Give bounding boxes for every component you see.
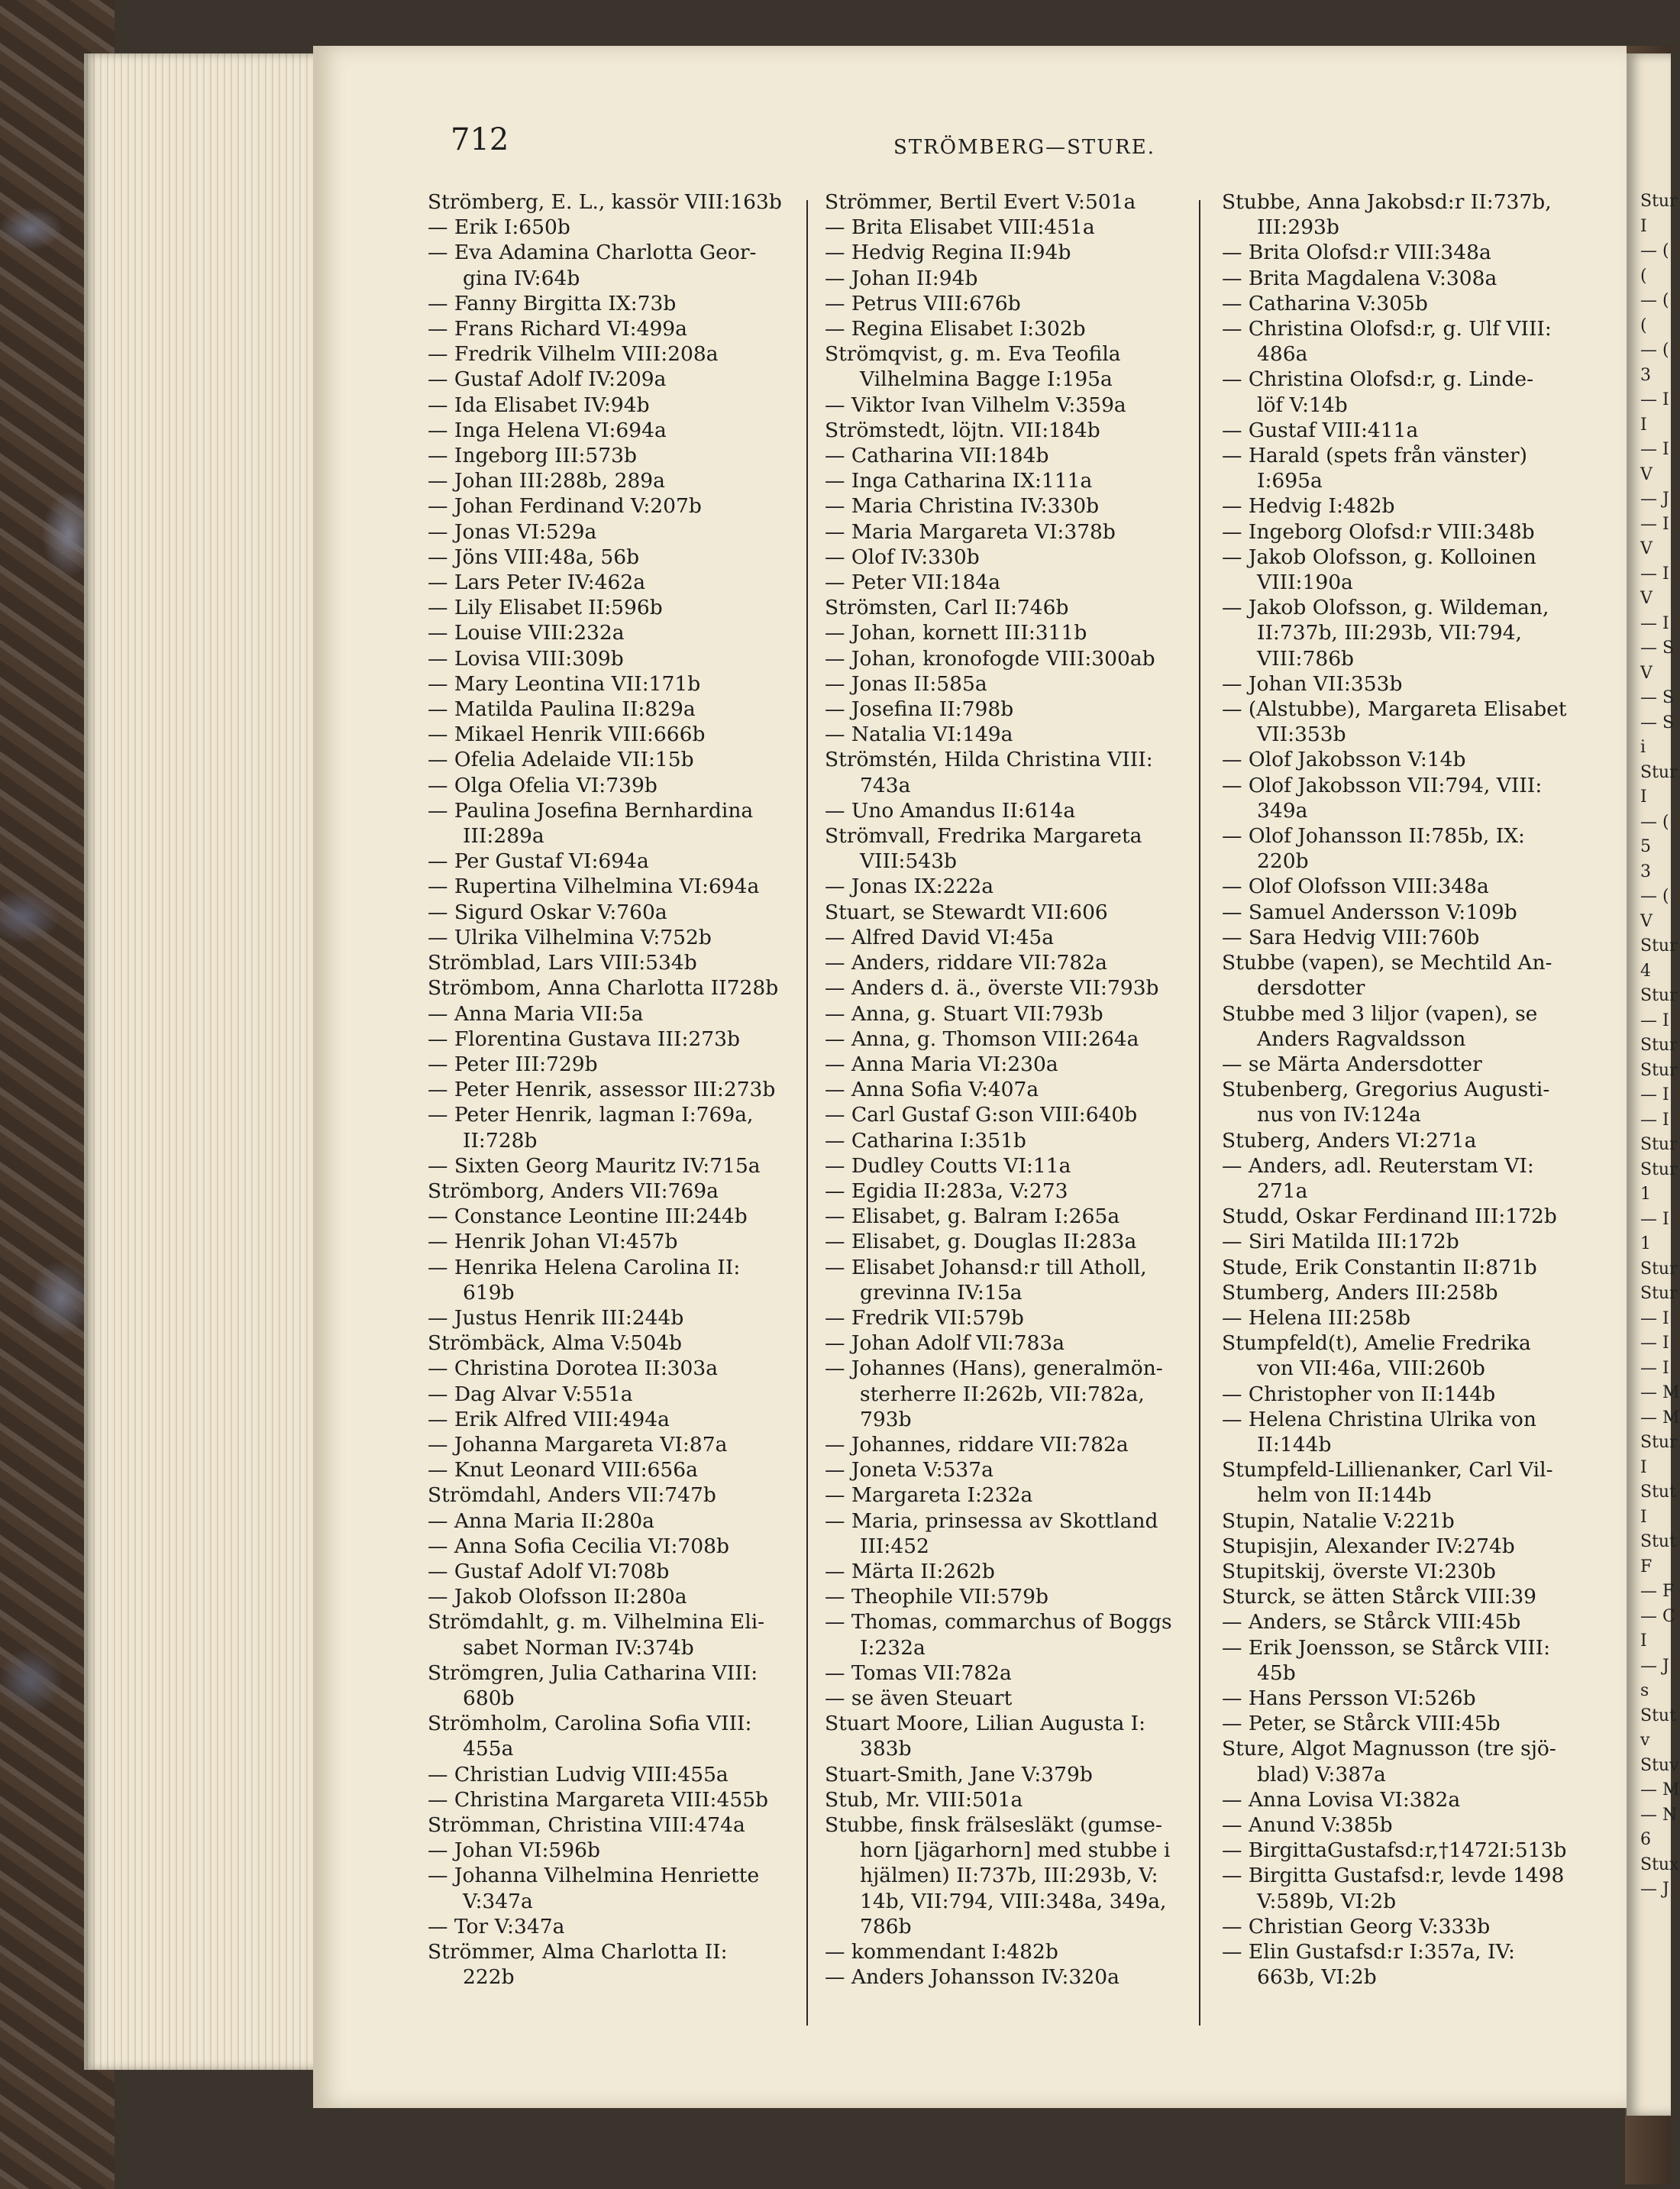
index-entry-line: — Ingeborg III:573b xyxy=(428,444,637,468)
index-entry-line: — Harald (spets från vänster) xyxy=(1222,444,1527,468)
facing-page-fragment: ( xyxy=(1640,315,1647,335)
index-entry-line: — Gustaf Adolf IV:209a xyxy=(428,367,667,392)
facing-page-fragment: — C xyxy=(1640,1606,1675,1626)
facing-page-fragment: Stur xyxy=(1640,1060,1678,1080)
facing-page-fragment: — I xyxy=(1640,514,1669,534)
index-entry-line: V:347a xyxy=(463,1889,533,1913)
index-entry-line: — Brita Olofsd:r VIII:348a xyxy=(1222,241,1491,265)
facing-page-fragment: Stur xyxy=(1640,986,1678,1005)
index-entry-line: VIII:190a xyxy=(1257,571,1353,595)
index-entry-line: Strömdahl, Anders VII:747b xyxy=(428,1483,716,1508)
index-entry-line: — Inga Catharina IX:111a xyxy=(825,469,1093,493)
index-entry-line: Strömsten, Carl II:746b xyxy=(825,596,1069,620)
index-entry-line: — Brita Magdalena V:308a xyxy=(1222,266,1497,290)
index-entry-line: — Christopher von II:144b xyxy=(1222,1382,1496,1406)
index-entry-line: — Anna Lovisa VI:382a xyxy=(1222,1787,1461,1812)
index-entry-line: Stubenberg, Gregorius Augusti- xyxy=(1222,1078,1550,1102)
index-entry-line: — se även Steuart xyxy=(825,1686,1013,1710)
index-entry-line: Strömholm, Carolina Sofia VIII: xyxy=(428,1712,752,1736)
index-entry-line: Strömmer, Bertil Evert V:501a xyxy=(825,190,1136,214)
index-entry-line: — Christina Margareta VIII:455b xyxy=(428,1787,769,1812)
index-entry-line: — Gustaf VIII:411a xyxy=(1222,418,1419,442)
facing-page-fragment: v xyxy=(1640,1731,1650,1750)
index-entry-line: — Josefina II:798b xyxy=(825,697,1014,722)
index-entry-line: Stub, Mr. VIII:501a xyxy=(825,1787,1023,1812)
index-entry-line: — Olof Jakobsson V:14b xyxy=(1222,748,1466,772)
facing-page-fragment: Stuv xyxy=(1640,1755,1679,1775)
index-entry-line: Strömvall, Fredrika Margareta xyxy=(825,824,1142,849)
index-entry-line: — Jakob Olofsson, g. Wildeman, xyxy=(1222,596,1549,620)
facing-page-fragment: 1 xyxy=(1640,1234,1651,1253)
index-entry-line: — Olof Johansson II:785b, IX: xyxy=(1222,824,1525,849)
index-entry-line: — Peter Henrik, assessor III:273b xyxy=(428,1078,776,1102)
index-entry-line: Strömbom, Anna Charlotta II728b xyxy=(428,976,779,1001)
index-entry-line: — Maria Margareta VI:378b xyxy=(825,519,1116,544)
facing-page-fragment: — M xyxy=(1640,1780,1680,1799)
index-entry-line: — Lars Peter IV:462a xyxy=(428,571,646,595)
index-entry-line: — Fredrik Vilhelm VIII:208a xyxy=(428,342,719,367)
facing-page-fragment: — S xyxy=(1640,688,1675,707)
index-entry-line: — Johan Ferdinand V:207b xyxy=(428,494,702,519)
index-entry-line: 619b xyxy=(463,1280,515,1305)
facing-page-fragment: — I xyxy=(1640,613,1669,633)
index-entry-line: löf V:14b xyxy=(1257,393,1348,417)
facing-page-fragment: I xyxy=(1640,216,1647,236)
index-entry-line: sterherre II:262b, VII:782a, xyxy=(860,1382,1145,1406)
facing-page-fragment: 3 xyxy=(1640,862,1651,881)
index-entry-line: — Matilda Paulina II:829a xyxy=(428,697,696,722)
index-entry-line: — Anna Sofia Cecilia VI:708b xyxy=(428,1534,729,1558)
index-entry-line: Strömqvist, g. m. Eva Teofila xyxy=(825,342,1121,367)
index-entry-line: — Thomas, commarchus of Boggs xyxy=(825,1610,1172,1634)
index-entry-line: Stubbe, finsk frälsesläkt (gumse- xyxy=(825,1813,1162,1837)
facing-page-fragment: Stur xyxy=(1640,762,1678,782)
index-entry-line: — Helena Christina Ulrika von xyxy=(1222,1407,1536,1431)
facing-page-fragment: — I xyxy=(1640,1085,1669,1104)
facing-page-fragment: — ( xyxy=(1640,341,1669,360)
index-entry-line: 383b xyxy=(860,1737,912,1761)
index-entry-line: — Christian Georg V:333b xyxy=(1222,1914,1491,1938)
index-entry-line: — Alfred David VI:45a xyxy=(825,925,1055,949)
index-entry-line: — Johanna Vilhelmina Henriette xyxy=(428,1864,760,1888)
facing-page-fragment: 3 xyxy=(1640,365,1651,385)
index-entry-line: 14b, VII:794, VIII:348a, 349a, xyxy=(860,1889,1167,1913)
index-entry-line: — Ida Elisabet IV:94b xyxy=(428,393,650,417)
index-entry-line: Strömman, Christina VIII:474a xyxy=(428,1813,745,1837)
index-entry-line: — Uno Amandus II:614a xyxy=(825,798,1076,823)
index-entry-line: — Justus Henrik III:244b xyxy=(428,1305,684,1330)
index-entry-line: — Olga Ofelia VI:739b xyxy=(428,773,657,797)
index-entry-line: — Anders Johansson IV:320a xyxy=(825,1965,1119,1990)
index-entry-line: — Henrika Helena Carolina II: xyxy=(428,1255,741,1279)
index-entry-line: — Lovisa VIII:309b xyxy=(428,646,624,671)
index-entry-line: — Viktor Ivan Vilhelm V:359a xyxy=(825,393,1126,417)
index-entry-line: — Elin Gustafsd:r I:357a, IV: xyxy=(1222,1940,1515,1964)
index-entry-line: — Johannes (Hans), generalmön- xyxy=(825,1356,1163,1381)
index-entry-line: — Johan Adolf VII:783a xyxy=(825,1331,1065,1356)
facing-page-fragment: V xyxy=(1640,464,1653,484)
facing-page-fragment: — J xyxy=(1640,1656,1669,1676)
index-entry-line: Stuberg, Anders VI:271a xyxy=(1222,1128,1477,1153)
index-entry-line: Stumpfeld(t), Amelie Fredrika xyxy=(1222,1331,1531,1356)
index-entry-line: — Per Gustaf VI:694a xyxy=(428,849,649,874)
index-entry-line: — Louise VIII:232a xyxy=(428,621,625,645)
index-entry-line: — kommendant I:482b xyxy=(825,1940,1058,1964)
facing-page-fragment: Stur xyxy=(1640,1036,1678,1055)
index-entry-line: gina IV:64b xyxy=(463,266,580,290)
facing-page-fragment: Stur xyxy=(1640,1159,1678,1179)
index-entry-line: grevinna IV:15a xyxy=(860,1280,1023,1305)
facing-page-fragment: — M xyxy=(1640,1383,1680,1402)
index-entry-line: Strömstén, Hilda Christina VIII: xyxy=(825,748,1153,772)
index-entry-line: — Olof IV:330b xyxy=(825,545,980,569)
index-entry-line: — Natalia VI:149a xyxy=(825,723,1013,747)
facing-page-fragment: I xyxy=(1640,415,1647,435)
facing-page-fragment: 4 xyxy=(1640,961,1651,981)
facing-page-fragment: — I xyxy=(1640,1209,1669,1229)
index-entry-line: 220b xyxy=(1257,849,1309,874)
facing-page-fragment: Stur xyxy=(1640,1284,1678,1303)
index-entry-line: — Frans Richard VI:499a xyxy=(428,317,687,341)
index-entry-line: VII:353b xyxy=(1257,723,1346,747)
index-entry-line: — Christina Dorotea II:303a xyxy=(428,1356,719,1381)
index-entry-line: — Anna Maria VII:5a xyxy=(428,1001,644,1026)
running-head: STRÖMBERG—STURE. xyxy=(893,136,1155,159)
index-entry-line: 455a xyxy=(463,1737,514,1761)
index-entry-line: III:289a xyxy=(463,824,544,849)
index-entry-line: 45b xyxy=(1257,1660,1296,1685)
index-entry-line: II:737b, III:293b, VII:794, xyxy=(1257,621,1522,645)
index-entry-line: — Knut Leonard VIII:656a xyxy=(428,1458,698,1483)
index-entry-line: Stubbe, Anna Jakobsd:r II:737b, xyxy=(1222,190,1552,214)
index-entry-line: — Dag Alvar V:551a xyxy=(428,1382,633,1406)
index-entry-line: Strömmer, Alma Charlotta II: xyxy=(428,1940,728,1964)
index-entry-line: 486a xyxy=(1257,342,1308,367)
facing-page-fragment: V xyxy=(1640,911,1653,931)
index-entry-line: blad) V:387a xyxy=(1257,1762,1386,1786)
index-entry-line: Stumpfeld-Lillienanker, Carl Vil- xyxy=(1222,1458,1553,1483)
index-entry-line: — se Märta Andersdotter xyxy=(1222,1052,1482,1076)
index-entry-line: — Anna Maria II:280a xyxy=(428,1508,654,1533)
index-entry-line: 793b xyxy=(860,1407,912,1431)
facing-page-fragment: ( xyxy=(1640,266,1647,286)
index-entry-line: — Anna, g. Thomson VIII:264a xyxy=(825,1027,1139,1051)
index-entry-line: — Christina Olofsd:r, g. Linde- xyxy=(1222,367,1534,392)
facing-page-fragment: — ( xyxy=(1640,241,1669,260)
index-entry-line: — Helena III:258b xyxy=(1222,1305,1411,1330)
facing-page-fragment: — F xyxy=(1640,1582,1675,1601)
index-entry-line: — Theophile VII:579b xyxy=(825,1585,1048,1609)
index-entry-line: I:695a xyxy=(1257,469,1323,493)
facing-page-fragment: s xyxy=(1640,1681,1649,1700)
index-entry-line: Stude, Erik Constantin II:871b xyxy=(1222,1255,1537,1279)
index-entry-line: — Johan, kronofogde VIII:300ab xyxy=(825,646,1155,671)
index-entry-line: — Anders, riddare VII:782a xyxy=(825,951,1107,975)
facing-page-fragment: — ( xyxy=(1640,812,1669,832)
index-entry-line: — Johan VI:596b xyxy=(428,1838,600,1863)
column-rule xyxy=(806,200,808,2026)
index-entry-line: sabet Norman IV:374b xyxy=(463,1635,694,1660)
index-entry-line: Strömdahlt, g. m. Vilhelmina Eli- xyxy=(428,1610,765,1634)
index-entry-line: Stubbe (vapen), se Mechtild An- xyxy=(1222,951,1552,975)
index-entry-line: Stuart-Smith, Jane V:379b xyxy=(825,1762,1093,1786)
facing-page-fragment: Stur xyxy=(1640,936,1678,955)
index-entry-line: — Catharina VII:184b xyxy=(825,444,1049,468)
index-entry-line: — Johannes, riddare VII:782a xyxy=(825,1432,1129,1457)
index-entry-line: — Catharina V:305b xyxy=(1222,291,1428,315)
index-entry-line: Sture, Algot Magnusson (tre sjö- xyxy=(1222,1737,1556,1761)
index-entry-line: — Samuel Andersson V:109b xyxy=(1222,900,1517,924)
index-entry-line: von VII:46a, VIII:260b xyxy=(1257,1356,1485,1381)
facing-page-fragment: I xyxy=(1640,787,1647,807)
index-entry-line: — Erik Alfred VIII:494a xyxy=(428,1407,670,1431)
index-entry-line: nus von IV:124a xyxy=(1257,1103,1421,1127)
facing-page-fragment: Stut xyxy=(1640,1706,1676,1725)
index-entry-line: Stupisjin, Alexander IV:274b xyxy=(1222,1534,1515,1558)
index-entry-line: — Hedvig I:482b xyxy=(1222,494,1395,519)
index-entry-line: — Jonas II:585a xyxy=(825,671,987,696)
facing-page-fragment: Stut xyxy=(1640,1532,1676,1551)
index-entry-line: — Lily Elisabet II:596b xyxy=(428,596,663,620)
index-entry-line: — Tor V:347a xyxy=(428,1914,565,1938)
index-entry-line: — Elisabet, g. Douglas II:283a xyxy=(825,1230,1137,1254)
index-entry-line: II:144b xyxy=(1257,1432,1332,1457)
index-entry-line: Strömblad, Lars VIII:534b xyxy=(428,951,697,975)
index-entry-line: 786b xyxy=(860,1914,912,1938)
index-entry-line: — Birgitta Gustafsd:r, levde 1498 xyxy=(1222,1864,1565,1888)
facing-page-fragment: — I xyxy=(1640,1110,1669,1130)
index-entry-line: horn [jägarhorn] med stubbe i xyxy=(860,1838,1171,1863)
index-entry-line: — Christina Olofsd:r, g. Ulf VIII: xyxy=(1222,317,1552,341)
index-entry-line: V:589b, VI:2b xyxy=(1257,1889,1397,1913)
index-entry-line: — Constance Leontine III:244b xyxy=(428,1204,748,1229)
index-entry-line: — Johan II:94b xyxy=(825,266,978,290)
index-entry-line: — Elisabet, g. Balram I:265a xyxy=(825,1204,1120,1229)
facing-page-fragment: Stur xyxy=(1640,1259,1678,1279)
facing-page-fragment: — S xyxy=(1640,639,1675,658)
index-entry-line: — Hedvig Regina II:94b xyxy=(825,241,1071,265)
index-entry-line: — Peter Henrik, lagman I:769a, xyxy=(428,1103,754,1127)
index-entry-line: III:293b xyxy=(1257,215,1339,240)
facing-page-fragment: V xyxy=(1640,663,1653,683)
facing-page-fragment: V xyxy=(1640,589,1653,608)
index-entry-line: 222b xyxy=(463,1965,515,1990)
index-entry-line: — Jonas IX:222a xyxy=(825,875,994,899)
facing-page-fragment: Stur xyxy=(1640,1433,1678,1452)
index-entry-line: 680b xyxy=(463,1686,515,1710)
index-entry-line: — Sigurd Oskar V:760a xyxy=(428,900,667,924)
index-entry-line: — Hans Persson VI:526b xyxy=(1222,1686,1476,1710)
facing-page-fragment: — I xyxy=(1640,1358,1669,1378)
facing-page-fragment: I xyxy=(1640,1507,1647,1527)
index-entry-line: helm von II:144b xyxy=(1257,1483,1432,1508)
facing-page-fragment: — I xyxy=(1640,1010,1669,1030)
index-entry-line: Anders Ragvaldsson xyxy=(1257,1027,1466,1051)
index-entry-line: — Dudley Coutts VI:11a xyxy=(825,1153,1071,1178)
index-entry-line: — Paulina Josefina Bernhardina xyxy=(428,798,754,823)
facing-page-fragment: — N xyxy=(1640,1805,1678,1825)
index-entry-line: hjälmen) II:737b, III:293b, V: xyxy=(860,1864,1158,1888)
column-rule xyxy=(1199,200,1200,2026)
index-entry-line: — Jakob Olofsson II:280a xyxy=(428,1585,687,1609)
facing-page-fragment: — ( xyxy=(1640,887,1669,906)
index-entry-line: Stupin, Natalie V:221b xyxy=(1222,1508,1455,1533)
index-entry-line: — Anna Maria VI:230a xyxy=(825,1052,1058,1076)
index-entry-line: — Mikael Henrik VIII:666b xyxy=(428,723,706,747)
index-entry-line: Strömberg, E. L., kassör VIII:163b xyxy=(428,190,782,214)
index-entry-line: — Ulrika Vilhelmina V:752b xyxy=(428,925,712,949)
facing-page-fragment: V xyxy=(1640,539,1653,558)
index-entry-line: 271a xyxy=(1257,1179,1308,1203)
index-entry-line: — Olof Olofsson VIII:348a xyxy=(1222,875,1489,899)
index-entry-line: — Anders d. ä., överste VII:793b xyxy=(825,976,1159,1001)
index-entry-line: — Olof Jakobsson VII:794, VIII: xyxy=(1222,773,1543,797)
index-entry-line: III:452 xyxy=(860,1534,929,1558)
facing-page-fragment: Stut xyxy=(1640,1483,1676,1502)
index-entry-line: — Maria, prinsessa av Skottland xyxy=(825,1508,1158,1533)
index-entry-line: — Carl Gustaf G:son VIII:640b xyxy=(825,1103,1138,1127)
facing-page-fragment: — M xyxy=(1640,1408,1680,1428)
facing-page-fragment: — ( xyxy=(1640,291,1669,310)
facing-page-fragment: — I xyxy=(1640,564,1669,584)
index-entry-line: Strömstedt, löjtn. VII:184b xyxy=(825,418,1100,442)
index-entry-line: — Anders, se Stårck VIII:45b xyxy=(1222,1610,1521,1634)
facing-page-fragment: Stux xyxy=(1640,1854,1679,1874)
index-entry-line: — (Alstubbe), Margareta Elisabet xyxy=(1222,697,1567,722)
index-entry-line: — Petrus VIII:676b xyxy=(825,291,1021,315)
index-entry-line: — Anna Sofia V:407a xyxy=(825,1078,1039,1102)
index-entry-line: — Henrik Johan VI:457b xyxy=(428,1230,678,1254)
index-column-3 xyxy=(1222,189,1592,1990)
index-entry-line: — Elisabet Johansd:r till Atholl, xyxy=(825,1255,1147,1279)
index-entry-line: — Peter, se Stårck VIII:45b xyxy=(1222,1712,1501,1736)
index-entry-line: — Jakob Olofsson, g. Kolloinen xyxy=(1222,545,1536,569)
page-edges xyxy=(84,53,321,2070)
index-column-2 xyxy=(825,189,1207,1990)
facing-page-fragment: — I xyxy=(1640,1334,1669,1353)
index-entry-line: — BirgittaGustafsd:r,†1472I:513b xyxy=(1222,1838,1567,1863)
index-entry-line: — Erik I:650b xyxy=(428,215,570,240)
facing-page-fragment: — I xyxy=(1640,440,1669,459)
index-entry-line: I:232a xyxy=(860,1635,926,1660)
index-entry-line: — Anund V:385b xyxy=(1222,1813,1393,1837)
index-entry-line: — Florentina Gustava III:273b xyxy=(428,1027,740,1051)
index-entry-line: Stuart Moore, Lilian Augusta I: xyxy=(825,1712,1146,1736)
index-entry-line: — Fanny Birgitta IX:73b xyxy=(428,291,677,315)
index-entry-line: Strömgren, Julia Catharina VIII: xyxy=(428,1660,758,1685)
index-entry-line: — Rupertina Vilhelmina VI:694a xyxy=(428,875,760,899)
index-entry-line: — Jöns VIII:48a, 56b xyxy=(428,545,640,569)
facing-page-edge xyxy=(1627,53,1680,2116)
index-entry-line: — Sixten Georg Mauritz IV:715a xyxy=(428,1153,761,1178)
index-entry-line: — Regina Elisabet I:302b xyxy=(825,317,1086,341)
facing-page-fragment: 1 xyxy=(1640,1185,1651,1204)
index-entry-line: Strömbäck, Alma V:504b xyxy=(428,1331,682,1356)
facing-page-fragment: F xyxy=(1640,1557,1653,1576)
facing-page-fragment: 6 xyxy=(1640,1830,1651,1849)
index-entry-line: — Eva Adamina Charlotta Geor- xyxy=(428,241,757,265)
index-entry-line: — Peter III:729b xyxy=(428,1052,598,1076)
index-entry-line: — Anders, adl. Reuterstam VI: xyxy=(1222,1153,1534,1178)
index-entry-line: — Peter VII:184a xyxy=(825,571,1001,595)
index-entry-line: VIII:543b xyxy=(860,849,958,874)
index-entry-line: — Johan VII:353b xyxy=(1222,671,1403,696)
index-entry-line: — Egidia II:283a, V:273 xyxy=(825,1179,1068,1203)
facing-page-fragment: — J xyxy=(1640,1880,1669,1899)
index-entry-line: — Märta II:262b xyxy=(825,1559,995,1583)
facing-page-fragment: — J xyxy=(1640,490,1669,509)
index-entry-line: — Fredrik VII:579b xyxy=(825,1305,1024,1330)
index-entry-line: II:728b xyxy=(463,1128,538,1153)
index-entry-line: 349a xyxy=(1257,798,1308,823)
facing-page-fragment: Stur xyxy=(1640,1135,1678,1154)
index-entry-line: — Sara Hedvig VIII:760b xyxy=(1222,925,1480,949)
index-entry-line: Sturck, se ätten Stårck VIII:39 xyxy=(1222,1585,1537,1609)
index-entry-line: — Ingeborg Olofsd:r VIII:348b xyxy=(1222,519,1535,544)
index-entry-line: — Brita Elisabet VIII:451a xyxy=(825,215,1095,240)
index-entry-line: — Joneta V:537a xyxy=(825,1458,993,1483)
facing-page-fragment: i xyxy=(1640,738,1646,757)
index-entry-line: Stupitskij, överste VI:230b xyxy=(1222,1559,1496,1583)
index-entry-line: — Ofelia Adelaide VII:15b xyxy=(428,748,694,772)
facing-page-fragment: Stur xyxy=(1640,192,1678,211)
facing-page-fragment: — S xyxy=(1640,713,1675,732)
page-number: 712 xyxy=(451,122,509,157)
index-entry-line: — Catharina I:351b xyxy=(825,1128,1026,1153)
index-entry-line: Stubbe med 3 liljor (vapen), se xyxy=(1222,1001,1538,1026)
facing-page-fragment: I xyxy=(1640,1457,1647,1477)
index-entry-line: — Mary Leontina VII:171b xyxy=(428,671,701,696)
index-entry-line: Strömborg, Anders VII:769a xyxy=(428,1179,719,1203)
index-entry-line: VIII:786b xyxy=(1257,646,1355,671)
index-entry-line: — Anna, g. Stuart VII:793b xyxy=(825,1001,1103,1026)
index-entry-line: — Johan, kornett III:311b xyxy=(825,621,1087,645)
index-entry-line: Vilhelmina Bagge I:195a xyxy=(860,367,1113,392)
index-entry-line: — Christian Ludvig VIII:455a xyxy=(428,1762,729,1786)
index-entry-line: Studd, Oskar Ferdinand III:172b xyxy=(1222,1204,1557,1229)
index-entry-line: — Johan III:288b, 289a xyxy=(428,469,665,493)
index-entry-line: 663b, VI:2b xyxy=(1257,1965,1377,1990)
facing-page-fragment: — I xyxy=(1640,390,1669,409)
facing-page-fragment: I xyxy=(1640,1631,1647,1651)
index-entry-line: — Inga Helena VI:694a xyxy=(428,418,667,442)
index-entry-line: — Erik Joensson, se Stårck VIII: xyxy=(1222,1635,1551,1660)
index-entry-line: — Margareta I:232a xyxy=(825,1483,1033,1508)
index-entry-line: — Maria Christina IV:330b xyxy=(825,494,1100,519)
index-entry-line: Stumberg, Anders III:258b xyxy=(1222,1280,1498,1305)
index-entry-line: Stuart, se Stewardt VII:606 xyxy=(825,900,1108,924)
index-entry-line: — Jonas VI:529a xyxy=(428,519,597,544)
index-entry-line: — Johanna Margareta VI:87a xyxy=(428,1432,728,1457)
index-entry-line: — Gustaf Adolf VI:708b xyxy=(428,1559,670,1583)
facing-page-fragment: — I xyxy=(1640,1308,1669,1328)
index-entry-line: dersdotter xyxy=(1257,976,1365,1001)
facing-page-fragment: 5 xyxy=(1640,837,1651,856)
index-entry-line: 743a xyxy=(860,773,911,797)
index-entry-line: — Tomas VII:782a xyxy=(825,1660,1012,1685)
index-entry-line: — Siri Matilda III:172b xyxy=(1222,1230,1459,1254)
index-column-1 xyxy=(428,189,813,1990)
